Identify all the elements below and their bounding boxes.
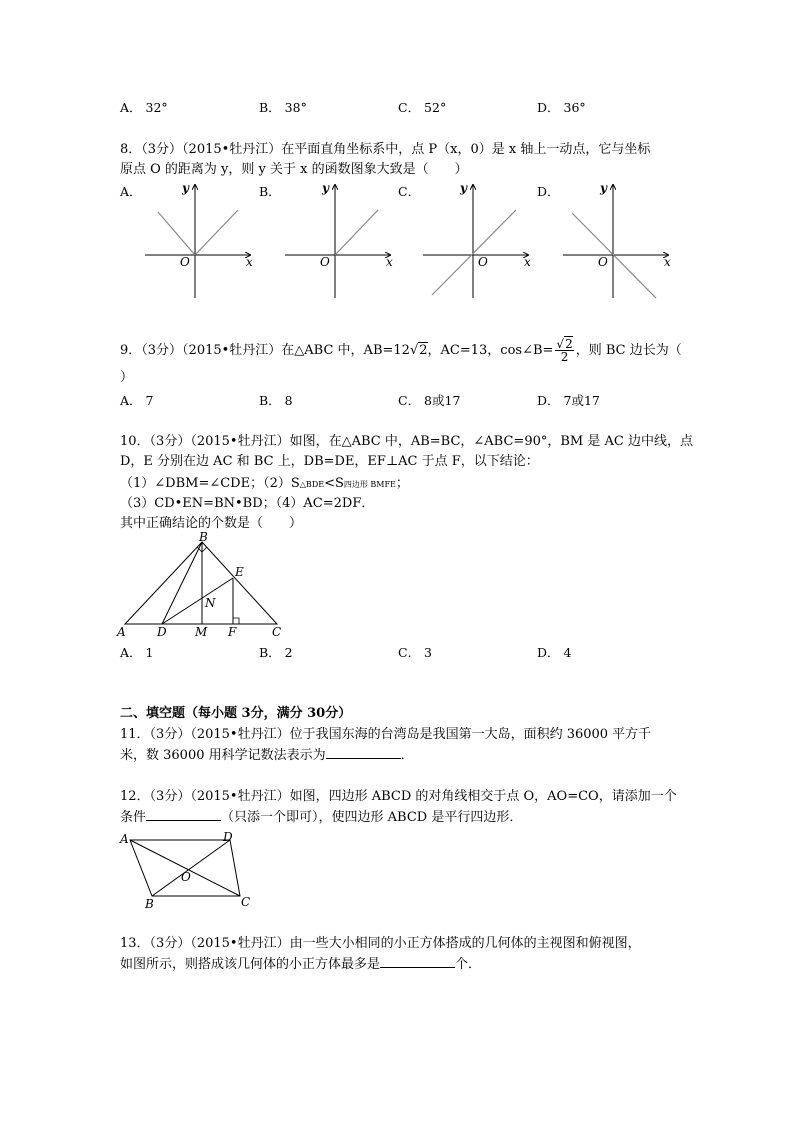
q10-sub-bde: △BDE (299, 480, 325, 489)
q12-text-line2 (120, 808, 522, 827)
q8-option-d-label: D． (537, 184, 560, 199)
q8c-origin: O (478, 255, 488, 269)
q9-prefix: 9．（3分）（2015•牡丹江）在△ABC 中，AB=12 (120, 343, 410, 358)
q11-line2: 米，数 36000 用科学记数法表示为 (120, 748, 326, 763)
q10-text-line2: D，E 分别在边 AC 和 BC 上，DB=DE，EF⊥AC 于点 F，以下结论： (120, 454, 539, 469)
q8-option-a-label: A． (120, 184, 142, 199)
q13-text-line2 (120, 955, 481, 974)
q12-text-line1: 12．（3分）（2015•牡丹江）如图，四边形 ABCD 的对角线相交于点 O，AO=CO，请添加一个 (120, 789, 677, 804)
q9-text-line2: ） (120, 370, 134, 385)
q10-line3b: <S (324, 476, 344, 491)
q10-option-c: C． 3 (398, 645, 432, 660)
q9-fraction (555, 338, 573, 363)
q8d-axis-y: y (600, 181, 607, 195)
q9-option-d: D． 7或17 (537, 393, 600, 408)
q9-text-line1 (120, 338, 682, 363)
q9-mid: ，AC=13，cos∠B= (427, 343, 554, 358)
q10-text-line1: 10．（3分）（2015•牡丹江）如图，在△ABC 中，AB=BC，∠ABC=90°，BM 是 AC 边中线，点 (120, 434, 693, 449)
q8d-axis-x: x (664, 255, 671, 269)
q7-option-b: B． 38° (259, 100, 307, 115)
q13-answer-blank[interactable] (380, 955, 455, 968)
q11-text-line1: 11．（3分）（2015•牡丹江）位于我国东海的台湾岛是我国第一大岛，面积约 36000 平方千 (120, 727, 652, 742)
q10-line3a: （1）∠DBM=∠CDE；（2）S (120, 476, 300, 491)
q10-label-e: E (235, 565, 244, 579)
q10-label-c: C (272, 625, 282, 639)
q9-option-a: A． 7 (120, 393, 154, 408)
q8a-origin: O (180, 255, 190, 269)
q12-answer-blank[interactable] (146, 808, 221, 821)
q8d-origin: O (598, 255, 608, 269)
q7-option-c: C． 52° (398, 100, 447, 115)
q9-sqrt-value: 2 (419, 343, 428, 358)
q11-answer-blank[interactable] (326, 746, 401, 759)
section-title: 二、填空题（每小题 3分，满分 30分） (120, 706, 352, 721)
q13-line2-end: 个． (455, 957, 482, 972)
q12-parallelogram-figure (115, 828, 265, 910)
q13-text-line1: 13．（3分）（2015•牡丹江）由一些大小相同的小正方体搭成的几何体的主视图和俯视图， (120, 936, 641, 951)
q8-graph-d (558, 180, 678, 305)
q13-line2: 如图所示，则搭成该几何体的小正方体最多是 (120, 957, 381, 972)
q8-graph-c (418, 180, 538, 305)
q10-label-n: N (205, 596, 216, 610)
q8-text-line2: 原点 O 的距离为 y，则 y 关于 x 的函数图象大致是（ ） (120, 162, 468, 177)
q9-frac-num: √2 (556, 337, 573, 351)
q10-text-line5: 其中正确结论的个数是（ ） (120, 516, 303, 531)
q8-text-line1: 8．（3分）（2015•牡丹江）在平面直角坐标系中，点 P（x，0）是 x 轴上一动点，它与坐标 (120, 142, 651, 157)
q8c-axis-x: x (524, 255, 531, 269)
q10-sub-bmfe: 四边形 BMFE (343, 480, 396, 489)
q9-option-b: B． 8 (259, 393, 293, 408)
q7-option-a: A． 32° (120, 100, 168, 115)
q10-label-a: A (117, 625, 126, 639)
q8b-axis-x: x (386, 255, 393, 269)
q8-option-c-label: C． (398, 184, 421, 199)
q9-sqrt-sign: √ (409, 343, 419, 358)
q11-line2-end: ． (400, 748, 414, 763)
q10-label-f: F (228, 625, 237, 639)
q10-option-d: D． 4 (537, 645, 572, 660)
q9-suffix: ，则 BC 边长为（ (575, 343, 682, 358)
q10-option-a: A． 1 (120, 645, 154, 660)
q12-line2-end: （只添一个即可），使四边形 ABCD 是平行四边形． (221, 810, 523, 825)
q8b-origin: O (320, 255, 330, 269)
q9-frac-den: 2 (560, 350, 569, 364)
q7-option-d: D． 36° (537, 100, 586, 115)
q10-line3c: ； (395, 476, 409, 491)
q10-label-m: M (195, 625, 208, 639)
q12-label-b: B (145, 897, 154, 911)
q12-label-o: O (181, 870, 191, 884)
q8-graph-a (140, 180, 260, 305)
q10-label-d: D (157, 625, 167, 639)
q12-label-d: D (223, 830, 233, 844)
q10-label-b: B (199, 530, 208, 544)
q12-label-a: A (120, 832, 129, 846)
q8b-axis-y: y (322, 181, 329, 195)
q10-triangle-figure (115, 532, 315, 642)
q12-line2-start: 条件 (120, 810, 147, 825)
q10-option-b: B． 2 (259, 645, 293, 660)
q10-text-line4: （3）CD•EN=BN•BD；（4）AC=2DF． (120, 496, 375, 511)
q8a-axis-x: x (246, 255, 253, 269)
q11-text-line2 (120, 746, 414, 765)
q8a-axis-y: y (182, 181, 189, 195)
q8c-axis-y: y (460, 181, 467, 195)
q8-graph-b (280, 180, 400, 305)
q9-option-c: C． 8或17 (398, 393, 461, 408)
q10-text-line3 (120, 475, 409, 494)
q12-label-c: C (241, 895, 251, 909)
q8-option-b-label: B． (259, 184, 281, 199)
